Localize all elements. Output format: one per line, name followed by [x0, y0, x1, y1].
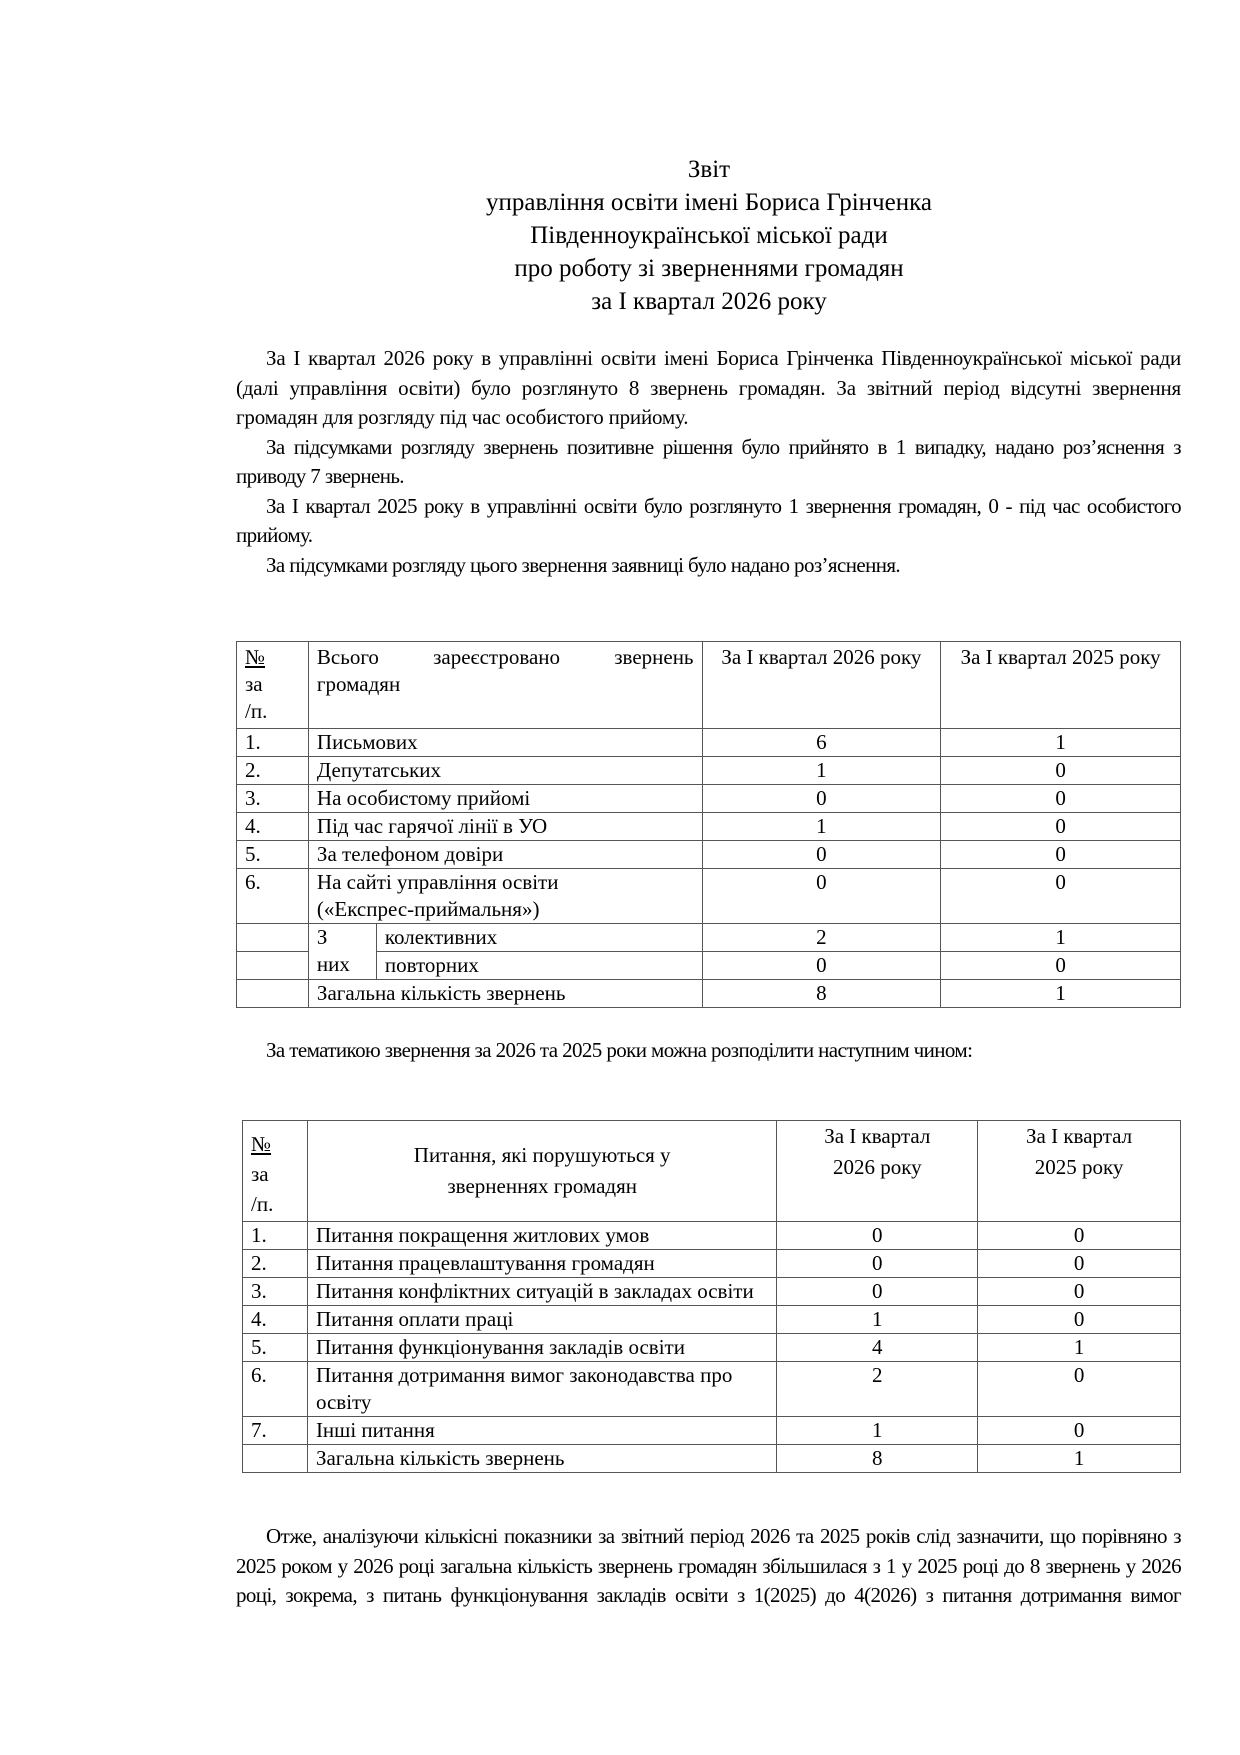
table-row-subtotal: З них колективних 2 1 [237, 924, 1181, 952]
table-row: 5. Питання функціонування закладів освіти 4 1 [243, 1334, 1181, 1362]
table-row: 4. Під час гарячої лінії в УО 1 0 [237, 813, 1181, 841]
topics-table [242, 1120, 1181, 1473]
report-title [236, 153, 1181, 318]
table-row: 5. За телефоном довіри 0 0 [237, 841, 1181, 869]
header-num: № за /п. [243, 1121, 308, 1222]
table-row: 2. Депутатських 1 0 [237, 757, 1181, 785]
title-line-3: Південноукраїнської міської ради [530, 222, 888, 249]
header-q2026: За І квартал 2026 року [777, 1121, 978, 1222]
table-header-row [243, 1121, 1181, 1222]
header-category: Всього зареєстровано звернень громадян [308, 642, 702, 729]
title-line-2: управління освіти імені Бориса Грінченка [486, 189, 932, 216]
table-row: 6. Питання дотримання вимог законодавства про освіту 2 0 [243, 1362, 1181, 1417]
table-row: 3. На особистому прийомі 0 0 [237, 785, 1181, 813]
table-row: 7. Інші питання 1 0 [243, 1417, 1181, 1445]
table-row-total: Загальна кількість звернень 8 1 [243, 1445, 1181, 1473]
registered-appeals-table [236, 641, 1181, 1008]
table-row: 6. На сайті управління освіти («Експрес-приймальня») 0 0 [237, 869, 1181, 924]
topics-intro-paragraph: За тематикою звернення за 2026 та 2025 роки можна розподілити наступним чином: [266, 1038, 973, 1062]
title-line-1: Звіт [687, 156, 731, 183]
table-row: 3. Питання конфліктних ситуацій в закладах освіти 0 0 [243, 1278, 1181, 1306]
header-topic: Питання, які порушуються у зверненнях громадян [307, 1121, 776, 1222]
intro-paragraph-1: За І квартал 2026 року в управлінні освіти імені Бориса Грінченка Південноукраїнської міської ради (далі управління освіти) було розглянуто 8 звернень громадян. За звітний період відсутні звернення громадян для розгляду під час особистого прийому. [236, 346, 1181, 429]
conclusion-paragraph: Отже, аналізуючи кількісні показники за звітний період 2026 та 2025 років слід зазначити, що порівняно з 2025 роком у 2026 році загальна кількість звернень громадян збільшилася з 1 у 2025 році до 8 звернень у 2026 році, зокрема, з питань функціонування закладів освіти з 1(2025) до 4(2026) з питання дотримання вимог [236, 1524, 1181, 1607]
topics-intro [236, 1036, 1181, 1066]
header-num: № за /п. [237, 642, 309, 729]
header-q2025: За І квартал 2025 року [978, 1121, 1181, 1222]
table-row: 4. Питання оплати праці 1 0 [243, 1306, 1181, 1334]
header-q2025: За І квартал 2025 року [941, 642, 1181, 729]
table-row: 2. Питання працевлаштування громадян 0 0 [243, 1250, 1181, 1278]
intro-paragraph-3: За І квартал 2025 року в управлінні освіти було розглянуто 1 звернення громадян, 0 - під час особистого прийому. [236, 493, 1181, 547]
table-header-row [237, 642, 1181, 729]
intro-section [236, 344, 1181, 580]
intro-paragraph-2: За підсумками розгляду звернень позитивне рішення було прийнято в 1 випадку, надано роз’яснення з приводу 7 звернень. [236, 434, 1181, 488]
table-row-subtotal: повторних 0 0 [237, 952, 1181, 980]
of-them-label: З них [308, 924, 376, 980]
intro-paragraph-4: За підсумками розгляду цього звернення заявниці було надано роз’яснення. [266, 552, 901, 577]
table-row: 1. Питання покращення житлових умов 0 0 [243, 1222, 1181, 1250]
title-line-4: про роботу зі зверненнями громадян [514, 255, 904, 282]
header-q2026: За І квартал 2026 року [702, 642, 941, 729]
table-row-total: Загальна кількість звернень 8 1 [237, 980, 1181, 1008]
conclusion-section [236, 1522, 1181, 1611]
table-row: 1. Письмових 6 1 [237, 729, 1181, 757]
title-line-5: за І квартал 2026 року [591, 288, 827, 315]
